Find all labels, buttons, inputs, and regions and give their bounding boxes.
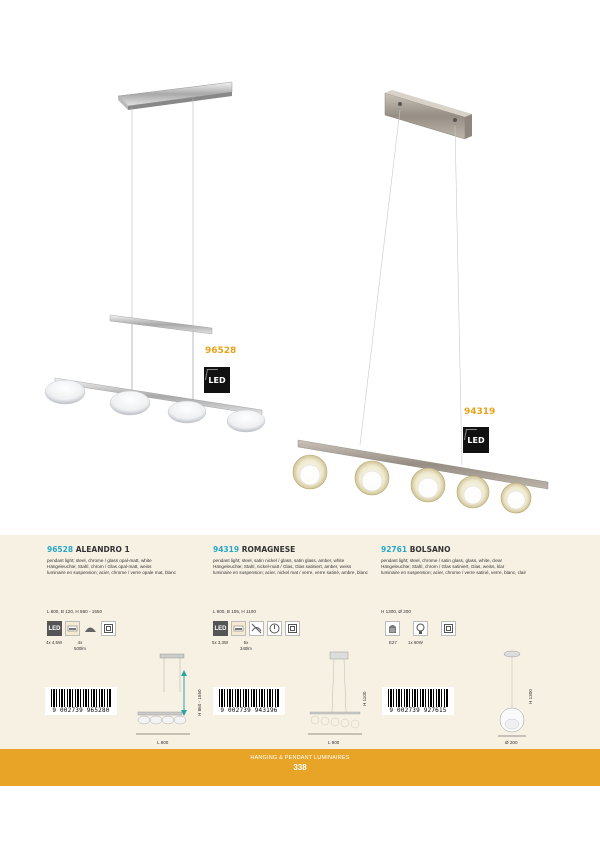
barcode-bars: [51, 689, 111, 707]
led-badge: LED: [204, 367, 230, 393]
barcode: [213, 687, 285, 715]
product-name: BOLSANO: [409, 545, 451, 554]
height-label: H 1100: [362, 691, 367, 706]
product-code: 94319: [213, 545, 240, 554]
lumen-icon: [231, 621, 246, 636]
led-icon: LED: [213, 621, 228, 636]
product-code: 96528: [47, 545, 74, 554]
product-column-romagnese: [213, 545, 373, 577]
dimmer-icon: [83, 621, 98, 636]
product-description-de: Hängeleuchte; Stahl, nickel-matt / Glas, Glas satiniert, amber, weiss: [213, 564, 352, 570]
product-description-en: pendant light; steel, satin nickel / glass, satin glass, amber, white: [213, 558, 345, 563]
lumen-icon: [65, 621, 80, 636]
barcode-number: 9 002739 943196: [220, 707, 278, 714]
socket-label: E27: [389, 640, 397, 645]
photo-code-label: 94319: [464, 407, 496, 417]
lumen-label: 5x 340lm: [240, 640, 252, 651]
product-description-en: pendant light; steel, chrome / satin glass, glass, white, clear: [381, 558, 503, 563]
product-icon-row: [47, 621, 116, 636]
led-icon: LED: [47, 621, 62, 636]
product-description-fr: luminaire en suspension; acier, chrome / verre opale mat, blanc: [47, 570, 176, 576]
product-column-aleandro: [47, 545, 207, 577]
e27-socket-icon: [385, 621, 400, 636]
product-title: [381, 545, 541, 554]
protection-class-icon: [441, 621, 456, 636]
product-code: 92761: [381, 545, 408, 554]
page-footer: [0, 749, 600, 786]
protection-class-icon: [285, 621, 300, 636]
page-number: 338: [293, 763, 307, 772]
footer-category: HANGING & PENDANT LUMINAIRES: [250, 755, 350, 761]
product-dimensions: L 900, B 105, H 1100: [213, 609, 256, 614]
barcode-bars: [219, 689, 279, 707]
product-dimensions: H 1300, Ø 200: [381, 609, 411, 614]
product-description-en: pendant light; steel, chrome / glass opal-matt, white: [47, 558, 152, 563]
product-dimensions: L 800, B 120, H 860 - 1550: [47, 609, 102, 614]
led-badge: LED: [463, 427, 489, 453]
product-title: [47, 545, 207, 554]
barcode: [45, 687, 117, 715]
barcode: [382, 687, 454, 715]
bulb-icon: [413, 621, 428, 636]
led-wattage-label: 4x 4,5W: [46, 640, 63, 645]
diameter-label: Ø 200: [505, 740, 518, 745]
product-description-de: Hängeleuchte; Stahl, chrom / Glas opal-matt, weiss: [47, 564, 152, 570]
protection-class-icon: [101, 621, 116, 636]
aleandro-lamp-photo: [45, 82, 265, 432]
product-title: [213, 545, 373, 554]
barcode-number: 9 002739 927615: [389, 707, 447, 714]
width-label: L 800: [157, 740, 169, 745]
product-name: ALEANDRO 1: [75, 545, 130, 554]
product-description-fr: luminaire en suspension; acier, nickel mat / verre, verre satiné, ambre, blanc: [213, 570, 368, 576]
barcode-number: 9 002739 965280: [52, 707, 110, 714]
width-label: L 900: [328, 740, 340, 745]
switch-icon: [267, 621, 282, 636]
product-name: ROMAGNESE: [241, 545, 296, 554]
product-description-de: Hängeleuchte; Stahl, chrom / Glas satiniert, Glas, weiss, klar: [381, 564, 505, 570]
no-dimmer-icon: [249, 621, 264, 636]
bulb-wattage-label: 1x 60W: [408, 640, 423, 645]
romagnese-lamp-photo: [293, 90, 548, 513]
photo-code-label: 96528: [205, 346, 237, 356]
product-column-bolsano: [381, 545, 541, 577]
product-icon-row: [385, 621, 456, 636]
lumen-label: 4x 500lm: [74, 640, 86, 651]
barcode-bars: [388, 689, 448, 707]
product-icon-row: [213, 621, 300, 636]
product-description-fr: luminaire en suspension; acier, chrome / verre satiné, verre, blanc, clair: [381, 570, 527, 576]
height-label: H 860 - 1550: [197, 689, 202, 716]
height-label: H 1300: [528, 689, 533, 704]
led-wattage-label: 5x 3,3W: [212, 640, 229, 645]
